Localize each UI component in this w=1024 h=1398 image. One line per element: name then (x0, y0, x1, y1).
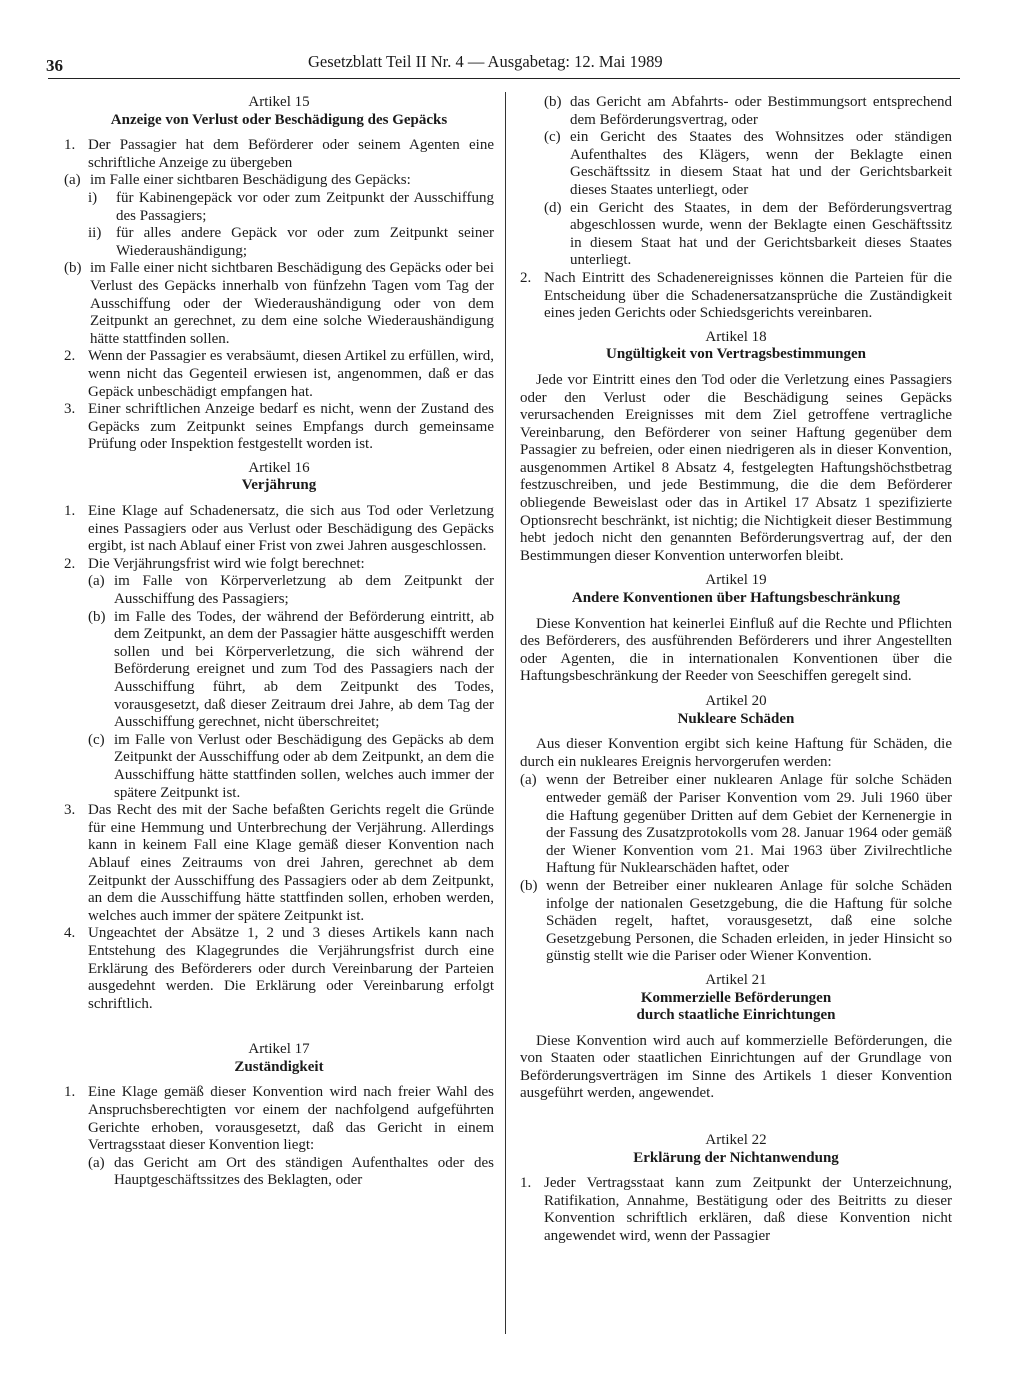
paragraph-text: Nach Eintritt des Schadenereignisses können die Parteien für die Entscheidung über die Schadenersatzansprüche die Zuständigkeit eines jeden Gerichts oder Schiedsgerichts vereinbaren. (544, 269, 952, 322)
article-heading: Artikel 16 (248, 459, 310, 476)
subitem-text: ein Gericht des Staates des Wohnsitzes oder ständigen Aufenthaltes des Klägers, wenn der Beklagte einen Geschäftssitz in diesem Staat hat und der Gerichtsbarkeit dieses Staates unterliegt, oder (570, 129, 952, 198)
subitem-label: (b) (520, 877, 538, 894)
paragraph (64, 802, 494, 925)
page-number: 36 (46, 56, 63, 75)
subitem-label: (a) (520, 772, 537, 789)
paragraph-text: Jeder Vertragsstaat kann zum Zeitpunkt der Unterzeichnung, Ratifikation, Annahme, Bestätigung oder des Beitritts zu dieser Konvention schriftlich erklären, daß diese Konvention nicht angewendet wird, wenn der Passagier (544, 1175, 952, 1245)
article-20 (520, 693, 952, 966)
paragraph (64, 348, 494, 401)
subitem-text: im Falle des Todes, der während der Beförderung eintritt, ab dem Zeitpunkt, an dem der Passagier hätte ausgeschifft werden sollen und bei Körperverletzung, die sich während der Beförderung ereignet und zum Tod des Passagiers nach der Ausschiffung führt, ab dem Zeitpunkt des Todes, vorausgesetzt, daß dieser Zeitraum drei Jahre, ab dem Tag der Ausschiffung gerechnet, nicht überschreitet; (114, 608, 494, 731)
subitem-text: wenn der Betreiber einer nuklearen Anlage für solche Schäden infolge der nationalen Gesetzgebung, die die Haftung für solche Schäden regelt, haftet, vorausgesetzt, daß eine solche Gesetzgebung Personen, die Schaden erleiden, in jeder Hinsicht so günstig stellt wie die Pariser oder Wiener Konvention. (546, 877, 952, 965)
paragraph (64, 503, 494, 556)
subitem-label: (a) (88, 573, 105, 590)
article-21 (520, 972, 952, 1103)
subitem-label: (a) (64, 172, 81, 189)
paragraph-number: 2. (520, 269, 532, 286)
article-title: Ungültigkeit von Vertragsbestimmungen (605, 346, 867, 363)
subitem-text: das Gericht am Abfahrts- oder Bestimmungsort entsprechend dem Beförderungsvertrag, oder (570, 94, 952, 128)
article-heading: Artikel 21 (705, 971, 767, 988)
page-header (46, 50, 964, 76)
article-18 (520, 329, 952, 566)
paragraph (520, 1175, 952, 1245)
article-body: Jede vor Eintritt eines den Tod oder die Verletzung eines Passagiers oder den Verlust oder die Beschädigung seines Gepäcks verursachenden Ereignisses mit dem Ziel getroffene vertragliche Vereinbarung, den Beförderer von seiner Haftung gegenüber dem Passagier zu befreien, oder einen niedrigeren als in dieser Konvention, ausgenommen Artikel 8 Absatz 4, festgelegten Haftungshöchstbetrag festzuschreiben, und jede Bestimmung, die die dem Beförderer obliegende Beweislast oder das in Artikel 17 Absatz 1 spezifizierte Optionsrecht beschränkt, ist nichtig; die Nichtigkeit dieser Bestimmung hebt jedoch nicht den genannten Beförderungsvertrag auf, der den Bestimmungen dieser Konvention unterworfen bleibt. (520, 371, 952, 564)
paragraph-number: 3. (64, 401, 76, 418)
subitem-text: im Falle von Verlust oder Beschädigung des Gepäcks ab dem Zeitpunkt der Ausschiffung oder ab dem Zeitpunkt, an dem die Ausschiffung hätte stattfinden sollen, welches auch immer der spätere Zeitpunkt ist. (114, 731, 494, 801)
subitem-text: für Kabinengepäck vor oder zum Zeitpunkt der Ausschiffung des Passagiers; (116, 189, 494, 224)
article-heading: Artikel 18 (705, 328, 767, 345)
paragraph (64, 401, 494, 454)
article-heading: Artikel 19 (705, 572, 767, 589)
paragraph-text: Die Verjährungsfrist wird wie folgt berechnet: (88, 555, 365, 572)
right-column (520, 94, 952, 1246)
paragraph-text: Ungeachtet der Absätze 1, 2 und 3 dieses Artikels kann nach Entstehung des Klagegrundes die Verjährungsfrist durch eine Erklärung des Beförderers oder durch Vereinbarung der Parteien ausgedehnt werden. Die Erklärung oder Vereinbarung erfolgt schriftlich. (88, 925, 494, 1012)
subitem (520, 878, 952, 966)
paragraph-text: Eine Klage gemäß dieser Konvention wird nach freier Wahl des Anspruchsberechtigten vor einem der nachfolgend aufgeführten Gerichte erhoben, vorausgesetzt, daß das Gericht in einem Vertragsstaat dieser Konvention liegt: (88, 1084, 494, 1154)
subitem-label: (b) (88, 608, 106, 625)
paragraph (64, 1084, 494, 1154)
article-15 (64, 94, 494, 454)
subitem-text: im Falle einer nicht sichtbaren Beschädigung des Gepäcks oder bei Verlust des Gepäcks innerhalb von fünfzehn Tagen vom Tag der Ausschiffung oder der Wiederaushändigung oder von dem Zeitpunkt an gerechnet, zu dem eine solche Wiederaushändigung hätte stattfinden sollen. (90, 260, 494, 347)
article-heading: Artikel 15 (248, 94, 310, 110)
paragraph-number: 2. (64, 555, 76, 572)
subitem (88, 1155, 494, 1190)
paragraph-number: 1. (64, 137, 76, 154)
subitem-label: ii) (88, 225, 102, 242)
article-title: Erklärung der Nichtanwendung (633, 1149, 839, 1166)
subitem (520, 772, 952, 878)
subitem (544, 94, 952, 129)
subitem (544, 129, 952, 199)
subitem-text: das Gericht am Ort des ständigen Aufenthaltes oder des Hauptgeschäftssitzes des Beklagten, oder (114, 1154, 494, 1189)
article-title: Anzeige von Verlust oder Beschädigung des Gepäcks (110, 111, 448, 128)
article-title: Kommerzielle Beförderungen (640, 989, 832, 1006)
subitem-label: (b) (544, 94, 562, 110)
article-title: Nukleare Schäden (677, 710, 795, 727)
subitem-text: wenn der Betreiber einer nuklearen Anlage für solche Schäden entweder gemäß der Pariser Konvention vom 29. Juli 1960 über die Haftung gegenüber Dritten auf dem Gebiet der Kernenergie in der Fassung des Zusatzprotokolls vom 28. Januar 1964 oder gemäß der Wiener Konvention vom 21. Mai 1963 über Zivilrechtliche Haftung für Nuklearschäden haftet, oder (546, 772, 952, 877)
subitem (88, 225, 494, 260)
article-title: Andere Konventionen über Haftungsbeschränkung (571, 590, 901, 607)
subitem (64, 172, 494, 190)
paragraph (64, 137, 494, 172)
subitem-label: (d) (544, 199, 562, 216)
article-19 (520, 572, 952, 686)
paragraph-number: 1. (64, 1084, 76, 1101)
subitem-text: im Falle von Körperverletzung ab dem Zeitpunkt der Ausschiffung des Passagiers; (114, 573, 494, 608)
subitem-label: (c) (88, 731, 105, 748)
article-heading: Artikel 17 (248, 1041, 310, 1058)
subitem-label: i) (88, 189, 98, 206)
article-body: Diese Konvention wird auch auf kommerzielle Beförderungen, die von Staaten oder staatlichen Einrichtungen auf der Grundlage von Beförderungsverträgen im Sinne des Artikels 1 dieser Konvention ausgeführt werden, angewendet. (520, 1032, 952, 1102)
article-body: Diese Konvention hat keinerlei Einfluß auf die Rechte und Pflichten des Beförderers, des ausführenden Beförderers und ihrer Angestellten oder Agenten, die in internationalen Konventionen über die Haftungsbeschränkung der Reeder von Seeschiffen geregelt sind. (520, 615, 952, 685)
subitem-label: (c) (544, 129, 561, 146)
article-heading: Artikel 20 (705, 693, 767, 709)
paragraph (64, 925, 494, 1013)
paragraph-number: 2. (64, 348, 76, 365)
subitem-text: im Falle einer sichtbaren Beschädigung des Gepäcks: (90, 172, 411, 189)
paragraph-text: Einer schriftlichen Anzeige bedarf es nicht, wenn der Zustand des Gepäcks zum Zeitpunkt seines Empfangs durch gemeinsame Prüfung oder Inspektion festgestellt worden ist. (88, 401, 494, 453)
paragraph-number: 1. (64, 503, 76, 520)
left-column (64, 94, 494, 1190)
article-17-continued (520, 94, 952, 323)
article-title: Zuständigkeit (234, 1058, 324, 1075)
paragraph-text: Wenn der Passagier es verabsäumt, diesen Artikel zu erfüllen, wird, wenn nicht das Gegenteil erwiesen ist, angenommen, daß er das Gepäck unbeschädigt empfangen hat. (88, 348, 494, 400)
subitem (544, 200, 952, 270)
subitem (88, 190, 494, 225)
subitem (64, 260, 494, 348)
subitem (88, 573, 494, 608)
running-title: Gesetzblatt Teil II Nr. 4 — Ausgabetag: 12. Mai 1989 (308, 52, 663, 71)
article-16 (64, 460, 494, 1013)
header-rule (48, 78, 960, 79)
paragraph-text: Der Passagier hat dem Beförderer oder seinem Agenten eine schriftliche Anzeige zu übergeben (88, 137, 494, 171)
paragraph-text: Das Recht des mit der Sache befaßten Gerichts regelt die Gründe für eine Hemmung und Unterbrechung der Verjährung. Allerdings kann in keinem Fall eine Klage gemäß dieser Konvention nach Ablauf eines Zeitraums von drei Jahren, gerechnet ab dem Zeitpunkt der Ausschiffung des Passagiers oder ab dem Zeitpunkt, an dem die Ausschiffung hätte stattfinden sollen, erhoben werden, welches auch immer der spätere Zeitpunkt ist. (88, 802, 494, 924)
paragraph-number: 3. (64, 802, 76, 819)
column-divider (505, 92, 506, 1334)
article-body: Aus dieser Konvention ergibt sich keine Haftung für Schäden, die durch ein nukleares Ereignis hervorgerufen werden: (520, 736, 952, 770)
subitem (88, 732, 494, 802)
subitem-label: (b) (64, 260, 82, 277)
paragraph-text: Eine Klage auf Schadenersatz, die sich aus Tod oder Verletzung eines Passagiers oder aus Verlust oder Beschädigung des Gepäcks ergibt, ist nach Ablauf einer Frist von zwei Jahren ausgeschlossen. (88, 503, 494, 555)
subitem-text: für alles andere Gepäck vor oder zum Zeitpunkt seiner Wiederaushändigung; (116, 225, 494, 259)
subitem-label: (a) (88, 1154, 105, 1171)
paragraph (64, 556, 494, 574)
subitem-text: ein Gericht des Staates, in dem der Beförderungsvertrag abgeschlossen wurde, wenn der Beklagte einen Geschäftssitz in diesem Staat hat und der Gerichtsbarkeit dieses Staates unterliegt. (570, 199, 952, 269)
paragraph (520, 270, 952, 323)
article-heading: Artikel 22 (705, 1132, 767, 1149)
subitem (88, 609, 494, 732)
article-17 (64, 1041, 494, 1190)
paragraph-number: 4. (64, 925, 76, 942)
article-title: Verjährung (241, 477, 317, 494)
article-22 (520, 1132, 952, 1246)
article-title-line-2: durch staatliche Einrichtungen (636, 1007, 836, 1024)
paragraph-number: 1. (520, 1175, 532, 1192)
